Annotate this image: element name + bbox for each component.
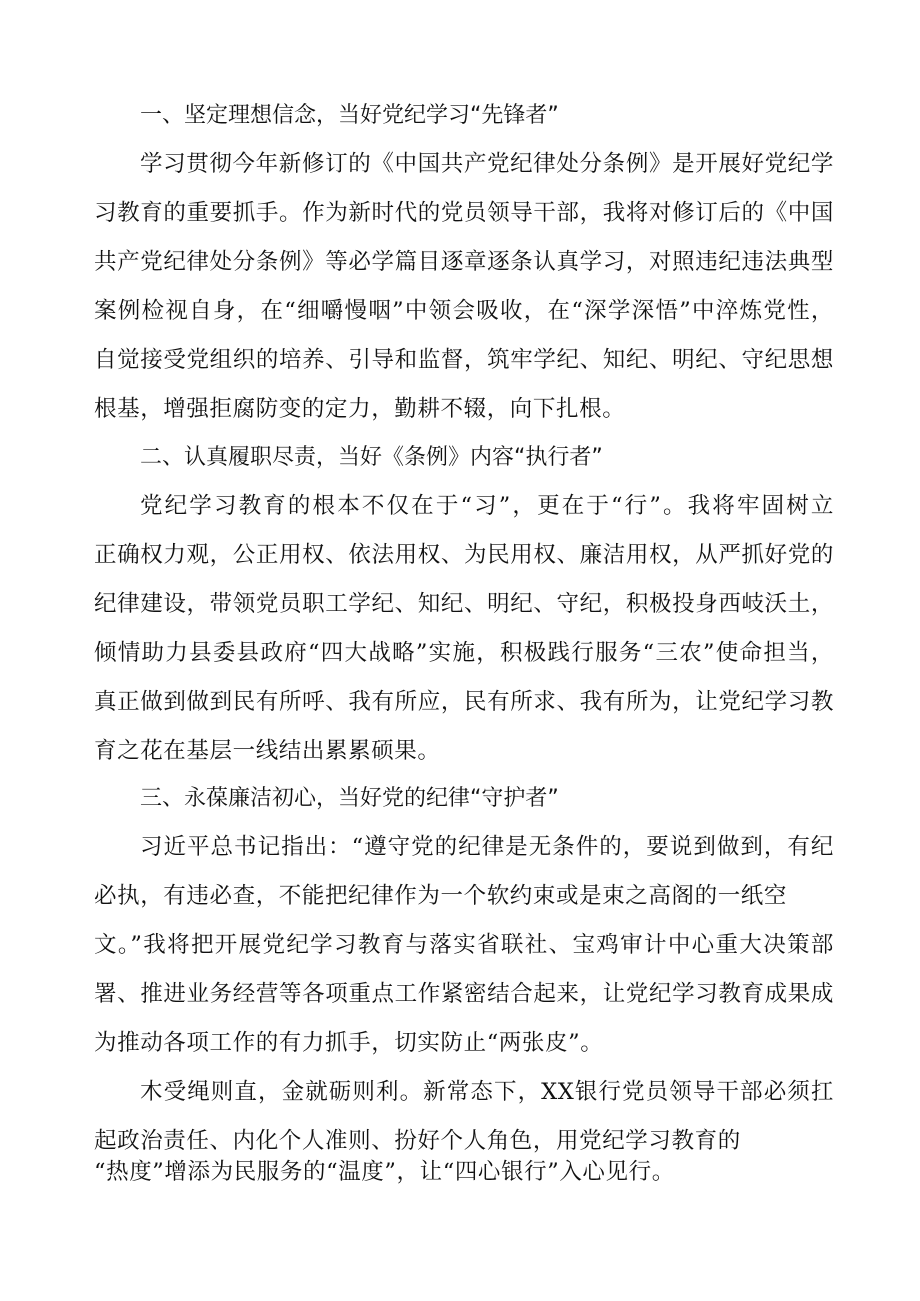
- section-1-line-6: 根基，增强拒腐防变的定力，勤耕不辍，向下扎根。: [94, 396, 626, 422]
- section-1-line-1: 学习贯彻今年新修订的《中国共产党纪律处分条例》是开展好党纪学: [140, 151, 834, 177]
- section-1-line-5: 自觉接受党组织的培养、引导和监督，筑牢学纪、知纪、明纪、守纪思想: [94, 347, 834, 373]
- closing-line-1: 木受绳则直，金就砺则利。新常态下，XX银行党员领导干部必须扛: [140, 1079, 834, 1105]
- section-2-line-6: 育之花在基层一线结出累累硕果。: [94, 738, 441, 764]
- section-3-line-5: 为推动各项工作的有力抓手，切实防止“两张皮”。: [94, 1030, 604, 1056]
- section-1-heading: 一、坚定理想信念，当好党纪学习“先锋者”: [140, 103, 559, 128]
- section-2-line-4: 倾情助力县委县政府“四大战略”实施，积极践行服务“三农”使命担当，: [94, 640, 834, 666]
- section-3-heading: 三、永葆廉洁初心，当好党的纪律“守护者”: [140, 786, 559, 811]
- section-2-line-1: 党纪学习教育的根本不仅在于“习”，更在于“行”。我将牢固树立: [140, 493, 834, 519]
- section-2-line-3: 纪律建设，带领党员职工学纪、知纪、明纪、守纪，积极投身西岐沃土，: [94, 591, 834, 617]
- section-3-line-2: 必执，有违必查，不能把纪律作为一个软约束或是束之高阁的一纸空: [94, 883, 788, 909]
- section-1-line-2: 习教育的重要抓手。作为新时代的党员领导干部，我将对修订后的《中国: [94, 200, 834, 226]
- section-2-heading: 二、认真履职尽责，当好《条例》内容“执行者”: [140, 445, 603, 470]
- closing-line-2: 起政治责任、内化个人准则、扮好个人角色，用党纪学习教育的: [94, 1128, 741, 1154]
- section-2-line-2: 正确权力观，公正用权、依法用权、为民用权、廉洁用权，从严抓好党的: [94, 542, 834, 568]
- section-3-line-1: 习近平总书记指出：“遵守党的纪律是无条件的，要说到做到，有纪: [140, 834, 834, 860]
- section-1-line-4: 案例检视自身，在“细嚼慢咽”中领会吸收，在“深学深悟”中淬炼党性，: [94, 298, 834, 324]
- section-1-line-3: 共产党纪律处分条例》等必学篇目逐章逐条认真学习，对照违纪违法典型: [94, 249, 834, 275]
- section-2-line-5: 真正做到做到民有所呼、我有所应，民有所求、我有所为，让党纪学习教: [94, 689, 834, 715]
- section-3-line-3: 文。”我将把开展党纪学习教育与落实省联社、宝鸡审计中心重大决策部: [94, 932, 834, 958]
- closing-line-3: “热度”增添为民服务的“温度”，让“四心银行”入心见行。: [94, 1159, 675, 1185]
- section-3-line-4: 署、推进业务经营等各项重点工作紧密结合起来，让党纪学习教育成果成: [94, 981, 834, 1007]
